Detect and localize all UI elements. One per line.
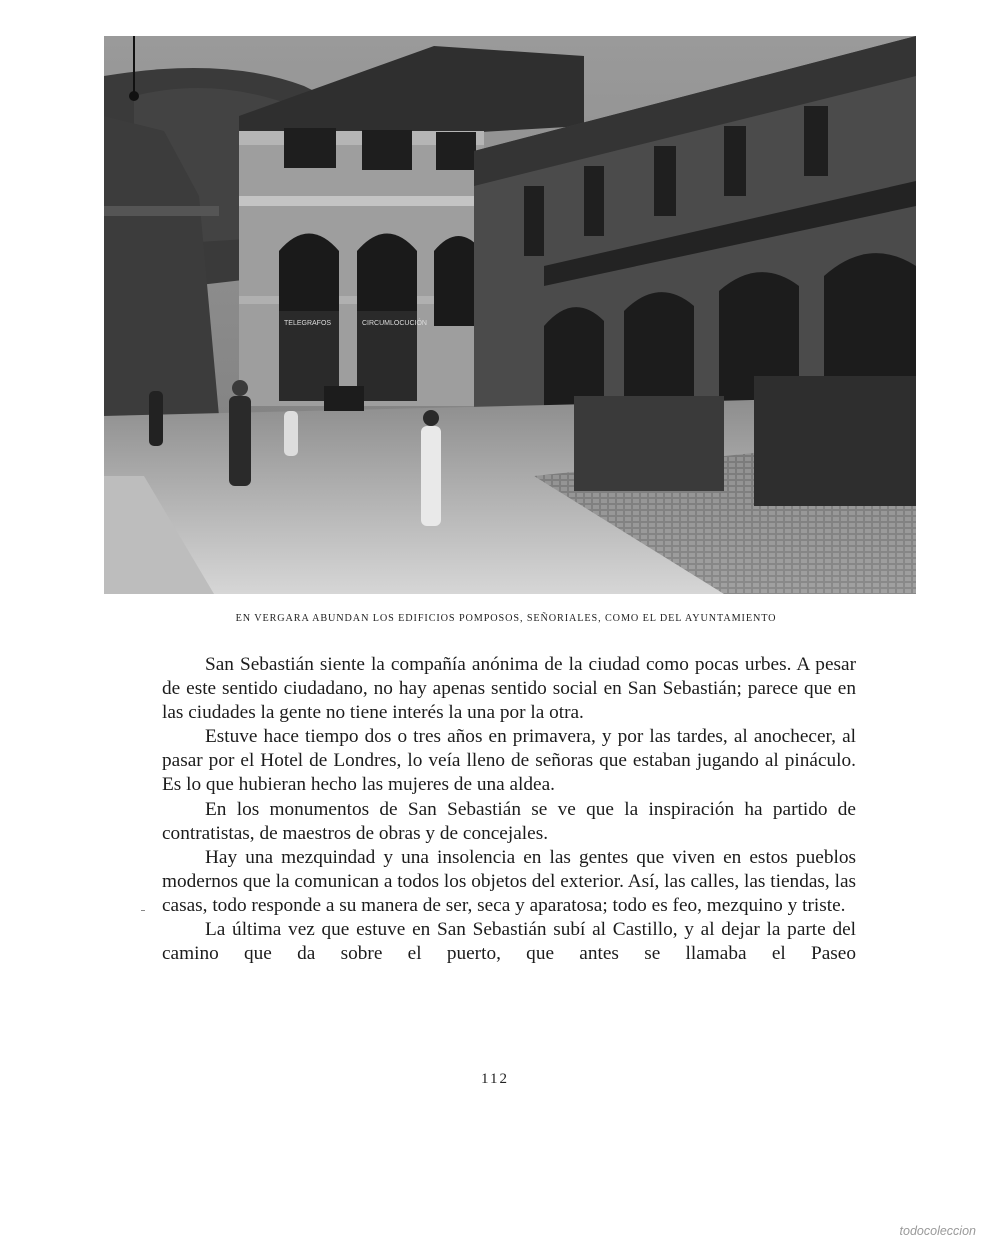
paragraph: La última vez que estuve en San Sebastián subí al Castillo, y al dejar la parte del camino que da sobre el puerto, que antes se llamaba el Paseo bbox=[162, 919, 856, 965]
paragraph: San Sebastián siente la compañía anónima de la ciudad como pocas urbes. A pesar de este sentido ciudadano, no hay apenas sentido social en San Sebastián; parece que en las ciudades la gente no tiene interés la una por la otra. bbox=[162, 654, 856, 724]
street-photograph bbox=[104, 36, 916, 594]
watermark: todocoleccion bbox=[899, 1224, 976, 1238]
paragraph: Estuve hace tiempo dos o tres años en primavera, y por las tardes, al anochecer, al pasar por el Hotel de Londres, lo veía lleno de señoras que estaban jugando al pináculo. Es lo que hubieran hecho las mujeres de una aldea. bbox=[162, 726, 856, 796]
paragraph: En los monumentos de San Sebastián se ve que la inspiración ha partido de contratistas, de maestros de obras y de concejales. bbox=[162, 798, 856, 844]
margin-mark bbox=[141, 910, 145, 911]
paragraph: Hay una mezquindad y una insolencia en las gentes que viven en estos pueblos modernos que la comunican a todos los objetos del exterior. Así, las calles, las tiendas, las casas, todo responde a su manera de ser, seca y aparatosa; todo es feo, mezquino y triste. bbox=[162, 846, 856, 916]
shop-sign: CIRCUMLOCUCIÓN bbox=[362, 320, 427, 327]
telegrafos-sign: TELEGRAFOS bbox=[284, 320, 332, 327]
vergara-square-photo bbox=[104, 36, 916, 594]
page-number: 112 bbox=[481, 1071, 509, 1087]
body-text bbox=[162, 653, 856, 966]
photo-caption: EN VERGARA ABUNDAN LOS EDIFICIOS POMPOSOS, SEÑORIALES, COMO EL DEL AYUNTAMIENTO bbox=[235, 613, 777, 624]
